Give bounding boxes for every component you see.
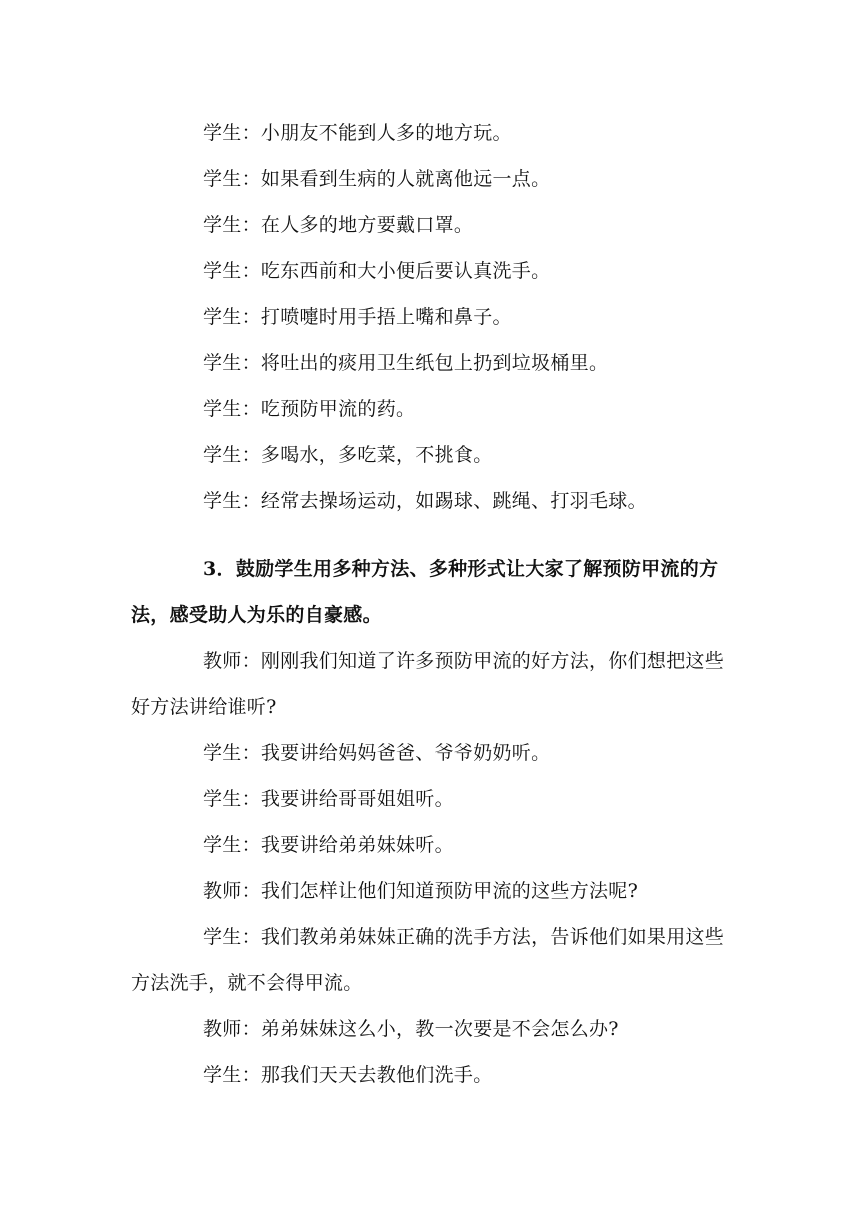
paragraph: 学生：在人多的地方要戴口罩。	[203, 214, 474, 236]
spacer	[131, 524, 731, 546]
paragraph: 学生：小朋友不能到人多的地方玩。	[203, 122, 512, 144]
paragraph: 教师：弟弟妹妹这么小，教一次要是不会怎么办?	[203, 1018, 619, 1040]
paragraph: 学生：将吐出的痰用卫生纸包上扔到垃圾桶里。	[203, 352, 609, 374]
paragraph: 学生：多喝水，多吃菜，不挑食。	[203, 444, 493, 466]
paragraph: 学生：我们教弟弟妹妹正确的洗手方法，告诉他们如果用这些方法洗手，就不会得甲流。	[131, 926, 725, 994]
paragraph: 学生：吃东西前和大小便后要认真洗手。	[203, 260, 551, 282]
paragraph: 学生：如果看到生病的人就离他远一点。	[203, 168, 551, 190]
paragraph: 教师：我们怎样让他们知道预防甲流的这些方法呢?	[203, 880, 639, 902]
document-body	[131, 110, 731, 1098]
paragraph: 学生：我要讲给哥哥姐姐听。	[203, 788, 454, 810]
paragraph: 教师：刚刚我们知道了许多预防甲流的好方法，你们想把这些好方法讲给谁听?	[131, 650, 725, 718]
paragraph: 学生：打喷嚏时用手捂上嘴和鼻子。	[203, 306, 512, 328]
paragraph: 学生：那我们天天去教他们洗手。	[203, 1064, 493, 1086]
paragraph: 学生：我要讲给妈妈爸爸、爷爷奶奶听。	[203, 742, 551, 764]
paragraph: 学生：经常去操场运动，如踢球、跳绳、打羽毛球。	[203, 490, 647, 512]
paragraph: 学生：我要讲给弟弟妹妹听。	[203, 834, 454, 856]
section-heading: 3．鼓励学生用多种方法、多种形式让大家了解预防甲流的方法，感受助人为乐的自豪感。	[131, 558, 719, 626]
paragraph: 学生：吃预防甲流的药。	[203, 398, 416, 420]
